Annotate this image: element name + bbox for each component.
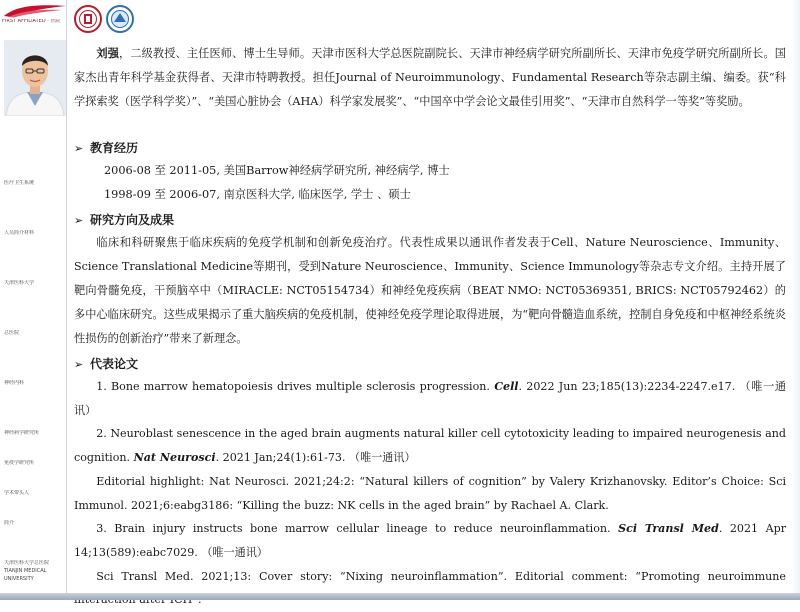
arrow-bullet-icon: ➢ <box>74 358 84 371</box>
sidebar-label: 学术带头人 <box>4 490 30 496</box>
journal-name: Nat Neurosci <box>133 451 216 465</box>
wing-logo-icon <box>2 4 68 18</box>
bottom-bar <box>0 593 800 600</box>
sidebar-footer: TIANJIN MEDICAL <box>4 568 47 574</box>
sidebar-label: 人员简介材料 <box>4 230 35 236</box>
profile-content <box>68 0 792 600</box>
education-item: 2006-08 至 2011-05, 美国Barrow神经病学研究所, 神经病学, 博士 <box>104 164 450 177</box>
sidebar-label: 免疫学研究所 <box>4 460 35 466</box>
publications-heading: 代表论文 <box>90 357 139 371</box>
sidebar-footer: UNIVERSITY <box>4 576 34 582</box>
right-edge-shade <box>792 0 800 600</box>
sidebar-label: 神经病学研究所 <box>4 430 40 436</box>
publication-item: 3. Brain injury instructs bone marrow cellular lineage to reduce neuroinflammation. Sci Transl Med. 2021 Apr 14;13(589):eabc7029. （唯一通讯） <box>74 522 786 559</box>
section-heading <box>74 209 786 231</box>
journal-name: Sci Transl Med <box>618 522 719 536</box>
person-name: 刘强 <box>96 46 120 60</box>
sidebar-label: 神经内科 <box>4 380 25 386</box>
research-section <box>74 209 786 351</box>
profile-photo <box>4 40 66 116</box>
publication-item: 1. Bone marrow hematopoiesis drives multiple sclerosis progression. Cell. 2022 Jun 23;185(13):2234-2247.e17. （唯一通讯） <box>74 380 787 417</box>
arrow-bullet-icon: ➢ <box>74 142 84 155</box>
bio-text: ，二级教授、主任医师、博士生导师。天津市医科大学总医院副院长、天津市神经病学研究所副所长、天津市免疫学研究所副所长。国家杰出青年科学基金获得者、天津市特聘教授。担任Journal of Neuroimmunology、Fundamental Research等杂志副主编、编委。获“科学探索奖（医学科学奖）”、“美国心脏协会（AHA）科学家发展奖”、“中国卒中学会论文最佳引用奖”、“天津市自然科学一等奖”等奖励。 <box>74 47 786 108</box>
education-section <box>74 137 786 207</box>
education-item: 1998-09 至 2006-07, 南京医科大学, 临床医学, 学士 、硕士 <box>104 188 411 201</box>
brand-text: FIRST AFFILIATED · 医院 <box>2 19 61 24</box>
sidebar-footer: 天津医科大学总医院 <box>4 560 50 566</box>
education-heading: 教育经历 <box>90 141 139 155</box>
publication-note: Editorial highlight: Nat Neurosci. 2021;24:2: “Natural killers of cognition” by Valery Krizhanovsky. Editor’s Choice: Sci Immunol. 2021;6:eabg3186: “Killing the buzz: NK cells in the aged brain” by Rachael A. Clark. <box>74 474 786 512</box>
research-heading: 研究方向及成果 <box>90 213 175 227</box>
sidebar-label: 总医院 <box>4 330 20 336</box>
bio-paragraph <box>74 41 786 114</box>
left-sidebar <box>0 0 66 600</box>
publication-item: 2. Neuroblast senescence in the aged brain augments natural killer cell cytotoxicity leading to impaired neurogenesis and cognition. Nat Neurosci. 2021 Jan;24(1):61-73. （唯一通讯） <box>74 427 786 465</box>
sidebar-label: 医疗卫生系统 <box>4 180 35 186</box>
research-paragraph: 临床和科研聚焦于临床疾病的免疫学机制和创新免疫治疗。代表性成果以通讯作者发表于Cell、Nature Neuroscience、Immunity、Science Translational Medicine等期刊，受到Nature Neuroscience、Immunity、Science Immunology等杂志专文介绍。主持开展了靶向骨髓免疫，干预脑卒中（MIRACLE: NCT05154734）和神经免疫疾病（BEAT NMO: NCT05369351, BRICS: NCT05792462）的多中心临床研究。这些成果揭示了重大脑疾病的免疫机制，使神经免疫学理论取得进展，为“靶向骨髓造血系统，控制自身免疫和中枢神经系统炎性损伤的创新治疗”带来了新理念。 <box>74 236 786 345</box>
journal-name: Cell <box>494 380 519 393</box>
hospital-brand-logo <box>2 4 68 32</box>
section-heading <box>74 137 786 159</box>
sidebar-divider <box>66 0 67 600</box>
section-heading <box>74 353 786 375</box>
sidebar-label: 简介 <box>4 520 15 526</box>
publication-note: Sci Transl Med. 2021;13: Cover story: “Nixing neuroinflammation”. Editorial comment: “Promoting neuroimmune <box>96 569 786 583</box>
arrow-bullet-icon: ➢ <box>74 214 84 227</box>
sidebar-label: 天津医科大学 <box>4 280 35 286</box>
publications-section <box>74 353 786 612</box>
portrait-image <box>4 40 66 116</box>
